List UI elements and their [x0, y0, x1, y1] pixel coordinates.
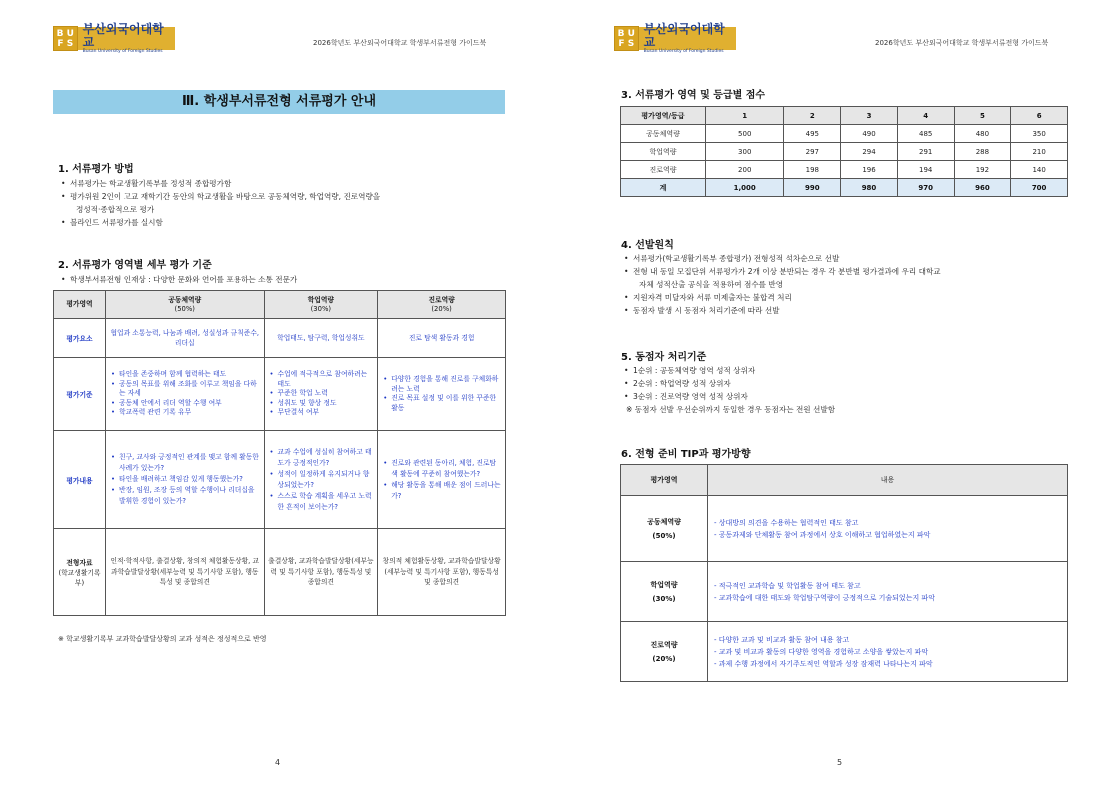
table-cell [106, 358, 265, 431]
table-cell: 990 [784, 179, 841, 197]
table-cell [264, 431, 378, 529]
list-item: • 지원자격 미달자와 서류 미제출자는 불합격 처리 [621, 291, 1071, 304]
table-cell: 협업과 소통능력, 나눔과 배려, 성실성과 규칙준수, 리더십 [106, 319, 265, 358]
logo-mark: B U F S [53, 26, 78, 51]
list-item: • 공동의 목표를 위해 조화를 이루고 책임을 다하는 자세 [119, 380, 261, 399]
list-item: • 서류평가(학교생활기록부 종합평가) 전형성적 석차순으로 선발 [621, 252, 1071, 265]
table-cell [708, 496, 1068, 562]
table-cell: 291 [897, 143, 954, 161]
list-item: • 평가위원 2인이 고교 재학기간 동안의 학교생활을 바탕으로 공동체역량, 학업역량, 진로역량을 [58, 190, 508, 203]
table-cell: 300 [706, 143, 784, 161]
heading-score-table: 3. 서류평가 영역 및 등급별 점수 [621, 90, 766, 101]
tip-line: - 과제 수행 과정에서 자기주도적인 역할과 성장 잠재력 나타나는지 파악 [714, 659, 933, 668]
row-header: 공동체역량 (50%) [621, 496, 708, 562]
table-cell: 계 [621, 179, 706, 197]
evaluation-method-list [58, 177, 508, 229]
table-row [621, 143, 1068, 161]
tip-line: - 적극적인 교과학습 및 학업활동 참여 태도 참고 [714, 581, 861, 590]
table-row [54, 358, 506, 431]
list-item: • 블라인드 서류평가를 실시함 [58, 216, 508, 229]
list-item-continuation: 정성적·종합적으로 평가 [76, 205, 155, 214]
list-item: • 전형 내 동일 모집단위 서류평가가 2개 이상 분반되는 경우 각 분반별 평가결과에 우리 대학교 [621, 265, 1071, 278]
table-footnote: ※ 학교생활기록부 교과학습발달상황의 교과 성적은 정성적으로 반영 [58, 635, 267, 643]
tip-line: - 상대방의 의견을 수용하는 협력적인 태도 참고 [714, 518, 859, 527]
row-header: 평가요소 [54, 319, 106, 358]
logo-korean-name: 부산외국어대학교 [82, 21, 164, 49]
list-item: • 진로 목표 설정 및 이를 위한 꾸준한 활동 [391, 394, 502, 413]
logo-english-name: Busan University of Foreign Studies [643, 48, 724, 54]
table-cell: 288 [954, 143, 1011, 161]
table-cell: 980 [841, 179, 898, 197]
heading-evaluation-criteria: 2. 서류평가 영역별 세부 평가 기준 [58, 260, 212, 271]
table-cell: 495 [784, 125, 841, 143]
university-logo [614, 21, 736, 54]
list-item: • 학생부서류전형 인재상 : 다양한 문화와 언어를 포용하는 소통 전문가 [58, 273, 508, 286]
list-item: • 친구, 교사와 긍정적인 관계를 맺고 함께 활동한 사례가 있는가? [119, 452, 261, 474]
table-row [621, 125, 1068, 143]
list-item-continuation: 자체 성적산출 공식을 적용하여 점수를 반영 [639, 280, 784, 289]
table-cell: 700 [1011, 179, 1068, 197]
logo-english-name: Busan University of Foreign Studies [82, 48, 163, 54]
column-header: 평가영역 [621, 465, 708, 496]
page-5 [559, 0, 1118, 787]
table-row [54, 319, 506, 358]
university-logo [53, 21, 175, 54]
tip-line: - 교과학습에 대한 태도와 학업탐구역량이 긍정적으로 기술되었는지 파악 [714, 593, 935, 602]
table-cell: 진로역량 [621, 161, 706, 179]
column-header: 2 [784, 107, 841, 125]
column-header: 진로역량 (20%) [378, 291, 506, 319]
column-header: 4 [897, 107, 954, 125]
running-header: 2026학년도 부산외국어대학교 학생부서류전형 가이드북 [313, 39, 487, 47]
table-cell: 970 [897, 179, 954, 197]
tip-line: - 공동과제와 단체활동 참여 과정에서 상호 이해하고 협업하였는지 파악 [714, 530, 931, 539]
table-cell: 960 [954, 179, 1011, 197]
list-item: • 스스로 학습 계획을 세우고 노력한 흔적이 보이는가? [278, 491, 375, 513]
talent-profile-list [58, 273, 508, 286]
list-item: • 타인을 존중하며 함께 협력하는 태도 [119, 370, 261, 380]
list-item: • 해당 활동을 통해 배운 점이 드러나는가? [391, 480, 502, 502]
column-header: 1 [706, 107, 784, 125]
table-row [621, 496, 1068, 562]
heading-selection-principle: 4. 선발원칙 [621, 240, 674, 251]
list-item: • 성취도 및 향상 정도 [278, 399, 375, 409]
row-header: 전형자료 (학교생활기록부) [54, 529, 106, 616]
criteria-table [53, 290, 506, 616]
table-cell: 출결상황, 교과학습발달상황(세부능력 및 특기사항 포함), 행동특성 및 종합의견 [264, 529, 378, 616]
table-cell: 학업역량 [621, 143, 706, 161]
table-cell: 공동체역량 [621, 125, 706, 143]
tiebreak-note: ※ 동점자 선발 우선순위까지 동일한 경우 동점자는 전원 선발함 [626, 405, 836, 414]
running-header: 2026학년도 부산외국어대학교 학생부서류전형 가이드북 [875, 39, 1049, 47]
table-cell: 500 [706, 125, 784, 143]
tiebreak-list [621, 364, 1071, 416]
table-cell: 194 [897, 161, 954, 179]
list-item: • 수업에 적극적으로 참여하려는 태도 [278, 370, 375, 389]
page-number: 4 [275, 758, 281, 767]
table-cell: 294 [841, 143, 898, 161]
list-item: • 2순위 : 학업역량 성적 상위자 [621, 377, 1071, 390]
score-table [620, 106, 1068, 197]
table-row [621, 562, 1068, 622]
table-cell: 200 [706, 161, 784, 179]
table-cell: 198 [784, 161, 841, 179]
tip-line: - 교과 및 비교과 활동의 다양한 영역을 경험하고 소양을 쌓았는지 파악 [714, 647, 929, 656]
row-header: 평가내용 [54, 431, 106, 529]
table-cell: 학업태도, 탐구력, 학업성취도 [264, 319, 378, 358]
column-header: 평가영역 [54, 291, 106, 319]
logo-korean-name: 부산외국어대학교 [643, 21, 725, 49]
tips-table [620, 464, 1068, 682]
list-item: • 진로와 관련된 동아리, 체험, 진로탐색 활동에 꾸준히 참여했는가? [391, 458, 502, 480]
list-item: • 무단결석 여부 [278, 408, 375, 418]
table-cell: 350 [1011, 125, 1068, 143]
row-header: 진로역량 (20%) [621, 622, 708, 682]
table-row [54, 529, 506, 616]
row-header: 평가기준 [54, 358, 106, 431]
column-header: 5 [954, 107, 1011, 125]
table-row [621, 622, 1068, 682]
table-cell: 297 [784, 143, 841, 161]
table-header-row [621, 107, 1068, 125]
table-cell [264, 358, 378, 431]
table-cell: 192 [954, 161, 1011, 179]
list-item: • 1순위 : 공동체역량 영역 성적 상위자 [621, 364, 1071, 377]
table-cell: 창의적 체험활동상황, 교과학습발달상황(세부능력 및 특기사항 포함), 행동특성 및 종합의견 [378, 529, 506, 616]
list-item: • 꾸준한 학업 노력 [278, 389, 375, 399]
table-cell: 490 [841, 125, 898, 143]
table-header-row [621, 465, 1068, 496]
column-header: 평가영역/등급 [621, 107, 706, 125]
table-cell [708, 562, 1068, 622]
heading-tiebreak: 5. 동점자 처리기준 [621, 352, 707, 363]
list-item: • 다양한 경험을 통해 진로를 구체화하려는 노력 [391, 375, 502, 394]
list-item: • 반장, 임원, 조장 등의 역할 수행이나 리더십을 발휘한 경험이 있는가? [119, 485, 261, 507]
table-cell: 진로 탐색 활동과 경험 [378, 319, 506, 358]
table-cell [708, 622, 1068, 682]
list-item: • 교과 수업에 성실히 참여하고 태도가 긍정적인가? [278, 447, 375, 469]
column-header: 공동체역량 (50%) [106, 291, 265, 319]
table-cell: 485 [897, 125, 954, 143]
table-header-row [54, 291, 506, 319]
table-cell: 210 [1011, 143, 1068, 161]
tip-line: - 다양한 교과 및 비교과 활동 참여 내용 참고 [714, 635, 850, 644]
row-header: 학업역량 (30%) [621, 562, 708, 622]
table-cell: 480 [954, 125, 1011, 143]
table-cell [378, 431, 506, 529]
table-cell [106, 431, 265, 529]
list-item: • 3순위 : 진로역량 영역 성적 상위자 [621, 390, 1071, 403]
list-item: • 동점자 발생 시 동점자 처리기준에 따라 선발 [621, 304, 1071, 317]
heading-evaluation-method: 1. 서류평가 방법 [58, 164, 134, 175]
page-number: 5 [837, 758, 843, 767]
list-item: • 성적이 일정하게 유지되거나 향상되었는가? [278, 469, 375, 491]
table-cell [378, 358, 506, 431]
table-total-row [621, 179, 1068, 197]
list-item: • 타인을 배려하고 책임감 있게 행동했는가? [119, 474, 261, 485]
column-header: 내용 [708, 465, 1068, 496]
heading-tips: 6. 전형 준비 TIP과 평가방향 [621, 449, 751, 460]
table-cell: 140 [1011, 161, 1068, 179]
table-cell: 196 [841, 161, 898, 179]
table-row [54, 431, 506, 529]
column-header: 3 [841, 107, 898, 125]
section-banner: Ⅲ. 학생부서류전형 서류평가 안내 [53, 90, 505, 114]
list-item: • 학교폭력 관련 기록 유무 [119, 408, 261, 418]
logo-mark: B U F S [614, 26, 639, 51]
selection-principle-list [621, 252, 1071, 317]
table-cell: 1,000 [706, 179, 784, 197]
table-row [621, 161, 1068, 179]
list-item: • 서류평가는 학교생활기록부를 정성적 종합평가함 [58, 177, 508, 190]
column-header: 학업역량 (30%) [264, 291, 378, 319]
column-header: 6 [1011, 107, 1068, 125]
list-item: • 공동체 안에서 리더 역할 수행 여부 [119, 399, 261, 409]
table-cell: 인적·학적사항, 출결상황, 창의적 체험활동상황, 교과학습발달상황(세부능력 및 특기사항 포함), 행동특성 및 종합의견 [106, 529, 265, 616]
